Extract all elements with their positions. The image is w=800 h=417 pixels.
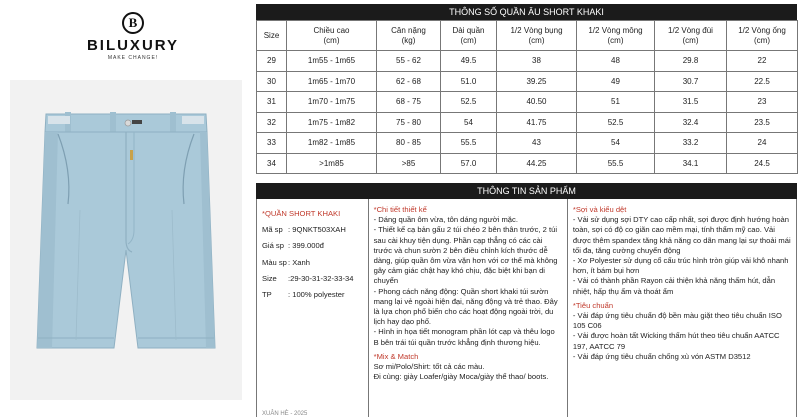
design-details bbox=[369, 199, 568, 417]
table-cell: 49.5 bbox=[441, 51, 497, 72]
table-cell: 32.4 bbox=[655, 112, 727, 133]
product-name: *QUẦN SHORT KHAKI bbox=[262, 209, 341, 218]
field-value: : 9QNKT503XAH bbox=[288, 225, 346, 235]
mix-lines bbox=[374, 362, 562, 382]
table-cell: 1m82 - 1m85 bbox=[287, 133, 377, 154]
spec-table-body bbox=[257, 51, 798, 174]
brand-name: BILUXURY bbox=[86, 37, 180, 54]
spec-header-text: Size bbox=[263, 30, 280, 40]
field-key: Size bbox=[262, 273, 277, 283]
product-field bbox=[262, 241, 363, 251]
brand-logo bbox=[78, 12, 188, 61]
spec-header-cell bbox=[441, 21, 497, 51]
table-cell: 1m65 - 1m70 bbox=[287, 71, 377, 92]
table-cell: 22.5 bbox=[727, 71, 798, 92]
product-field bbox=[262, 225, 363, 235]
product-photo bbox=[10, 80, 242, 400]
table-cell: 52.5 bbox=[441, 92, 497, 113]
field-key: Mã sp bbox=[262, 225, 283, 235]
table-cell: 32 bbox=[257, 112, 287, 133]
info-line: - Thiết kế cạ bản gấu 2 túi chéo 2 bên thân trước, 2 túi sau cài khuy tiện dụng. Phần cạp thẳng có các cài trước và chun sườn 2 bên điều chỉnh kích thước dễ dàng, giúp quần ôm vừa vặn hơn với cơ thể mà không gây cảm giác chật hay khó chịu, đặc biệt khi bạn di chuyển bbox=[373, 225, 558, 286]
info-line: - Hình in họa tiết monogram phần lót cạp và thêu logo B bên trái túi quần trước khẳng định thương hiệu. bbox=[373, 327, 555, 347]
table-cell: >85 bbox=[377, 153, 441, 174]
table-cell: 44.25 bbox=[497, 153, 577, 174]
spec-header-row bbox=[257, 21, 798, 51]
shorts-image bbox=[10, 80, 242, 400]
table-cell: 33 bbox=[257, 133, 287, 154]
table-cell: 23 bbox=[727, 92, 798, 113]
table-row bbox=[257, 51, 798, 72]
table-row bbox=[257, 112, 798, 133]
info-line: - Phong cách năng động: Quần short khaki túi sườn mang lại vẻ ngoài hiện đại, năng động và trẻ thao. Đây là lựa chọn phổ biến cho các hoạt động ngoài trời, du lịch hay dạo phố. bbox=[373, 286, 558, 327]
table-cell: 24.5 bbox=[727, 153, 798, 174]
spec-table-title: THÔNG SỐ QUẦN ÂU SHORT KHAKI bbox=[256, 4, 797, 20]
product-summary bbox=[257, 199, 369, 417]
spec-header-text: 1/2 Vòng ống bbox=[738, 25, 786, 35]
spec-header-text: (cm) bbox=[323, 35, 340, 45]
table-cell: 49 bbox=[577, 71, 655, 92]
product-field bbox=[262, 290, 363, 300]
standard-lines bbox=[573, 311, 791, 362]
product-fields bbox=[262, 225, 363, 300]
spec-header-text: (cm) bbox=[607, 35, 624, 45]
spec-header-cell bbox=[497, 21, 577, 51]
table-cell: 54 bbox=[577, 133, 655, 154]
spec-header-cell bbox=[655, 21, 727, 51]
table-cell: 29.8 bbox=[655, 51, 727, 72]
table-cell: 29 bbox=[257, 51, 287, 72]
table-cell: 31 bbox=[257, 92, 287, 113]
brand-tagline: MAKE CHANGE! bbox=[107, 55, 159, 61]
field-key: TP bbox=[262, 290, 272, 300]
info-line: - Vải sử dụng sợi DTY cao cấp nhất, sợi được định hướng hoàn toàn, sợi có độ co giãn cao mềm mại, tính thẩm mỹ cao. Vải được thêm spandex tăng khả năng co dãn mang lại sự thoải mái tối đa, tăng cường chuyển động bbox=[572, 215, 791, 255]
field-value: : 399.000đ bbox=[288, 241, 324, 251]
spec-header-text: 1/2 Vòng đùi bbox=[668, 25, 713, 35]
table-cell: 38 bbox=[497, 51, 577, 72]
info-panel bbox=[256, 4, 797, 417]
table-cell: 22 bbox=[727, 51, 798, 72]
design-title: *Chi tiết thiết kế bbox=[373, 205, 427, 214]
info-line: - Vải đáp ứng tiêu chuẩn chống xù vón ASTM D3512 bbox=[572, 351, 751, 361]
table-cell: 55.5 bbox=[441, 133, 497, 154]
info-line: - Xơ Polyester sử dụng cổ cấu trúc hình tròn giúp vải khô nhanh hơn, ít bám bụi hơn bbox=[572, 256, 789, 276]
table-cell: 43 bbox=[497, 133, 577, 154]
table-cell: 68 - 75 bbox=[377, 92, 441, 113]
mix-title: *Mix & Match bbox=[373, 351, 419, 361]
spec-header-cell bbox=[257, 21, 287, 51]
info-line: - Vải được hoàn tất Wicking thấm hút theo tiêu chuẩn AATCC 197, AATCC 79 bbox=[572, 331, 780, 351]
spec-header-text: Cân nặng bbox=[391, 25, 426, 35]
info-line: - Dáng quần ôm vừa, tôn dáng người mặc. bbox=[373, 215, 518, 225]
material-details bbox=[568, 199, 796, 417]
table-cell: 54 bbox=[441, 112, 497, 133]
spec-header-text: (cm) bbox=[682, 35, 699, 45]
table-cell: 23.5 bbox=[727, 112, 798, 133]
spec-header-cell bbox=[287, 21, 377, 51]
field-key: Màu sp bbox=[262, 257, 287, 267]
info-title: THÔNG TIN SẢN PHẨM bbox=[256, 183, 797, 199]
table-cell: >1m85 bbox=[287, 153, 377, 174]
spec-header-text: (kg) bbox=[401, 35, 416, 45]
table-row bbox=[257, 153, 798, 174]
table-cell: 34 bbox=[257, 153, 287, 174]
spec-header-cell bbox=[377, 21, 441, 51]
spec-header-cell bbox=[727, 21, 798, 51]
table-row bbox=[257, 71, 798, 92]
table-cell: 55 - 62 bbox=[377, 51, 441, 72]
design-lines bbox=[374, 215, 562, 348]
brand-emblem: B bbox=[122, 12, 144, 34]
product-field bbox=[262, 258, 363, 268]
table-cell: 75 - 80 bbox=[377, 112, 441, 133]
material-title: *Sợi và kiểu dệt bbox=[572, 205, 627, 214]
table-cell: 80 - 85 bbox=[377, 133, 441, 154]
info-line: - Vải có thành phần Rayon cải thiện khả năng thấm hút, dẫn nhiệt, hấp thụ ẩm và thoát ẩm bbox=[572, 276, 776, 296]
table-cell: 51.0 bbox=[441, 71, 497, 92]
table-cell: 57.0 bbox=[441, 153, 497, 174]
spec-header-text: 1/2 Vòng bụng bbox=[510, 25, 563, 35]
table-row bbox=[257, 92, 798, 113]
spec-header-text: Dài quần bbox=[452, 25, 485, 35]
field-value: : Xanh bbox=[288, 257, 310, 267]
season-label: XUÂN HÈ - 2025 bbox=[262, 410, 308, 417]
table-cell: 39.25 bbox=[497, 71, 577, 92]
table-cell: 24 bbox=[727, 133, 798, 154]
spec-header-text: (cm) bbox=[754, 35, 770, 45]
spec-header-text: (cm) bbox=[460, 35, 477, 45]
table-cell: 30.7 bbox=[655, 71, 727, 92]
table-cell: 52.5 bbox=[577, 112, 655, 133]
brand-panel bbox=[0, 0, 252, 417]
standard-title: *Tiêu chuẩn bbox=[572, 300, 614, 310]
product-info bbox=[256, 199, 797, 417]
info-line: Sơ mi/Polo/Shirt: tốt cả các màu. bbox=[373, 362, 485, 372]
table-cell: 1m75 - 1m82 bbox=[287, 112, 377, 133]
table-cell: 34.1 bbox=[655, 153, 727, 174]
spec-header-text: Chiều cao bbox=[313, 25, 350, 35]
table-cell: 33.2 bbox=[655, 133, 727, 154]
table-cell: 40.50 bbox=[497, 92, 577, 113]
size-spec-table bbox=[256, 20, 798, 174]
spec-header-text: 1/2 Vòng mông bbox=[588, 25, 643, 35]
field-key: Giá sp bbox=[262, 241, 284, 251]
info-line: Đi cùng: giày Loafer/giày Moca/giày thể thao/ boots. bbox=[373, 372, 549, 382]
field-value: :29-30-31-32-33-34 bbox=[288, 273, 354, 283]
info-line: - Vải đáp ứng tiêu chuẩn độ bền màu giặt theo tiêu chuẩn ISO 105 C06 bbox=[572, 311, 782, 331]
table-cell: 31.5 bbox=[655, 92, 727, 113]
table-row bbox=[257, 133, 798, 154]
material-lines bbox=[573, 215, 791, 297]
table-cell: 48 bbox=[577, 51, 655, 72]
table-cell: 55.5 bbox=[577, 153, 655, 174]
table-cell: 1m55 - 1m65 bbox=[287, 51, 377, 72]
table-cell: 30 bbox=[257, 71, 287, 92]
table-cell: 1m70 - 1m75 bbox=[287, 92, 377, 113]
table-cell: 51 bbox=[577, 92, 655, 113]
table-cell: 62 - 68 bbox=[377, 71, 441, 92]
product-field bbox=[262, 274, 363, 284]
table-cell: 41.75 bbox=[497, 112, 577, 133]
spec-header-text: (cm) bbox=[528, 35, 545, 45]
spec-header-cell bbox=[577, 21, 655, 51]
field-value: : 100% polyester bbox=[288, 290, 345, 300]
